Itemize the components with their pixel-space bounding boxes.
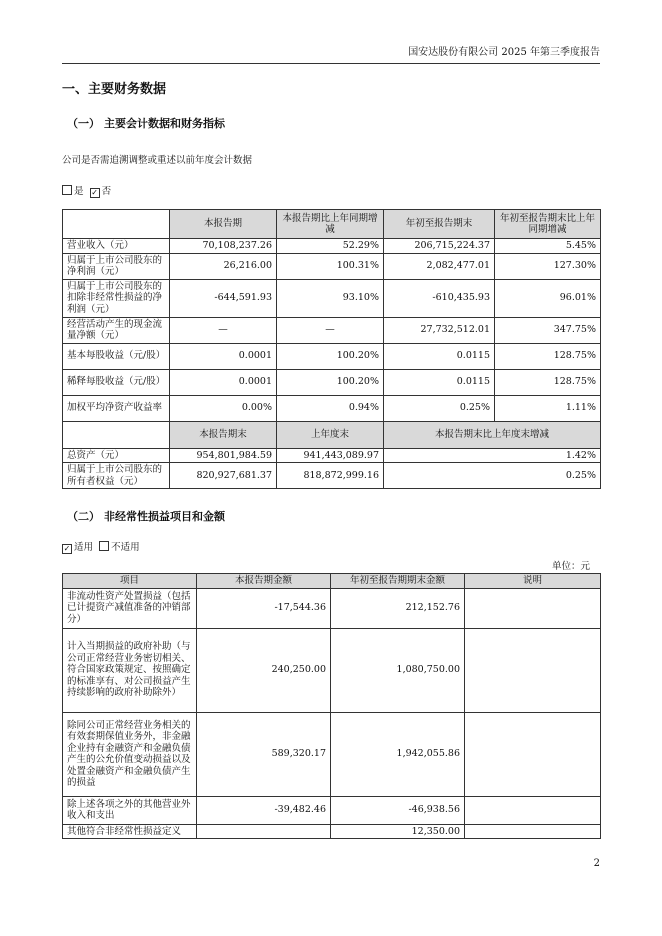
financial-data-table [62, 209, 601, 489]
table-cell: 1,942,055.86 [331, 712, 465, 796]
table-cell: 5.45% [495, 239, 601, 254]
note-cell [465, 796, 601, 824]
table-cell: 27,732,512.01 [384, 317, 495, 343]
table-header-cell: 本报告期末 [170, 421, 277, 448]
table-row [63, 317, 601, 343]
row-label: 计入当期损益的政府补助（与公司正常经营业务密切相关、符合国家政策规定、按照确定的标准享有、对公司损益产生持续影响的政府补助除外） [63, 628, 197, 712]
applicable-yes-checkbox[interactable]: ✓ [63, 544, 71, 553]
row-label: 非流动性资产处置损益（包括已计提资产减值准备的冲销部分） [63, 588, 197, 628]
table-cell: 100.20% [277, 343, 384, 369]
row-label: 除同公司正常经营业务相关的有效套期保值业务外，非金融企业持有金融资产和金融负债产生的公允价值变动损益以及处置金融资产和金融负债产生的损益 [63, 712, 197, 796]
restate-yes-checkbox[interactable] [62, 185, 72, 195]
table-row [63, 824, 601, 839]
restate-options [62, 185, 111, 198]
table-cell: 240,250.00 [197, 628, 331, 712]
table-cell: 0.25% [384, 395, 495, 421]
table-cell: 127.30% [495, 253, 601, 279]
table-cell: 206,715,224.37 [384, 239, 495, 254]
page-number: 2 [593, 858, 600, 869]
note-cell [465, 824, 601, 839]
table-header-row [63, 574, 601, 589]
table-cell: 0.94% [277, 395, 384, 421]
table-row [63, 343, 601, 369]
table-cell [197, 824, 331, 839]
table-cell: 0.00% [170, 395, 277, 421]
table-cell: — [170, 317, 277, 343]
table-cell: 212,152.76 [331, 588, 465, 628]
subsection-1-number: （一） [67, 117, 100, 130]
header-rule [62, 63, 600, 64]
table-subheader-row [63, 421, 601, 448]
table-row [63, 712, 601, 796]
subsection-2-heading [67, 510, 225, 524]
applicable-no-checkbox[interactable] [99, 541, 109, 551]
table-header-cell [63, 421, 170, 448]
row-label: 基本每股收益（元/股） [63, 343, 170, 369]
note-cell [465, 712, 601, 796]
unit-label: 单位：元 [551, 561, 590, 572]
table-cell: -17,544.36 [197, 588, 331, 628]
table-cell: 100.31% [277, 253, 384, 279]
table-row [63, 448, 601, 463]
table-cell: 820,927,681.37 [170, 463, 277, 489]
row-label: 归属于上市公司股东的净利润（元） [63, 253, 170, 279]
row-label: 除上述各项之外的其他营业外收入和支出 [63, 796, 197, 824]
row-label: 稀释每股收益（元/股） [63, 369, 170, 395]
applicable-no-label: 不适用 [111, 542, 140, 553]
table-cell: 1.11% [495, 395, 601, 421]
table-cell: 0.0115 [384, 343, 495, 369]
row-label: 营业收入（元） [63, 239, 170, 254]
row-label: 其他符合非经常性损益定义 [63, 824, 197, 839]
table-cell: 96.01% [495, 279, 601, 317]
table-header-cell: 本报告期末比上年度末增减 [384, 421, 601, 448]
table-row [63, 796, 601, 824]
table-cell: -46,938.56 [331, 796, 465, 824]
table-cell: 0.25% [384, 463, 601, 489]
subsection-2-number: （二） [67, 510, 100, 523]
table-header-cell: 项目 [63, 574, 197, 589]
table-row [63, 463, 601, 489]
table-cell: -644,591.93 [170, 279, 277, 317]
table-cell: -610,435.93 [384, 279, 495, 317]
table-header-cell: 年初至报告期末 [384, 210, 495, 239]
table-header-cell: 本报告期金额 [197, 574, 331, 589]
table-header-cell: 年初至报告期末比上年同期增减 [495, 210, 601, 239]
table-row [63, 395, 601, 421]
table-row [63, 369, 601, 395]
applicable-options [62, 541, 140, 554]
table-header-cell: 上年度末 [277, 421, 384, 448]
restate-yes-label: 是 [74, 186, 84, 197]
table-cell: 128.75% [495, 369, 601, 395]
table-cell: 941,443,089.97 [277, 448, 384, 463]
note-cell [465, 588, 601, 628]
table-cell: 0.0001 [170, 369, 277, 395]
subsection-1-heading [67, 117, 225, 131]
table-header-cell: 年初至报告期期末金额 [331, 574, 465, 589]
table-cell: 100.20% [277, 369, 384, 395]
table-cell: 93.10% [277, 279, 384, 317]
row-label: 归属于上市公司股东的扣除非经常性损益的净利润（元） [63, 279, 170, 317]
row-label: 归属于上市公司股东的所有者权益（元） [63, 463, 170, 489]
table-cell: 26,216.00 [170, 253, 277, 279]
non-recurring-items-table [62, 573, 601, 839]
table-cell: 0.0115 [384, 369, 495, 395]
table-cell: 954,801,984.59 [170, 448, 277, 463]
restate-no-label: 否 [101, 186, 112, 197]
row-label: 总资产（元） [63, 448, 170, 463]
table-cell: 347.75% [495, 317, 601, 343]
table-row [63, 253, 601, 279]
table-cell: 52.29% [277, 239, 384, 254]
table-header-cell: 本报告期比上年同期增减 [277, 210, 384, 239]
table-cell: 0.0001 [170, 343, 277, 369]
page-header: 国安达股份有限公司 2025 年第三季度报告 [408, 47, 600, 58]
table-cell: 2,082,477.01 [384, 253, 495, 279]
row-label: 经营活动产生的现金流量净额（元） [63, 317, 170, 343]
subsection-2-title: 非经常性损益项目和金额 [104, 510, 225, 523]
table-row [63, 628, 601, 712]
table-cell: 70,108,237.26 [170, 239, 277, 254]
table-header-row [63, 210, 601, 239]
note-cell [465, 628, 601, 712]
table-cell: 589,320.17 [197, 712, 331, 796]
table-header-cell: 说明 [465, 574, 601, 589]
restate-question: 公司是否需追溯调整或重述以前年度会计数据 [62, 155, 253, 166]
table-row [63, 588, 601, 628]
section-title: 一、主要财务数据 [62, 82, 167, 97]
table-row [63, 239, 601, 254]
table-header-cell [63, 210, 170, 239]
table-cell: 818,872,999.16 [277, 463, 384, 489]
table-cell: 128.75% [495, 343, 601, 369]
table-cell: 12,350.00 [331, 824, 465, 839]
table-header-cell: 本报告期 [170, 210, 277, 239]
applicable-yes-label: 适用 [74, 542, 94, 553]
table-cell: — [277, 317, 384, 343]
table-cell: -39,482.46 [197, 796, 331, 824]
restate-no-checkbox[interactable]: ✓ [91, 188, 98, 197]
table-row [63, 279, 601, 317]
row-label: 加权平均净资产收益率 [63, 395, 170, 421]
table-cell: 1,080,750.00 [331, 628, 465, 712]
table-cell: 1.42% [384, 448, 601, 463]
subsection-1-title: 主要会计数据和财务指标 [104, 117, 225, 130]
